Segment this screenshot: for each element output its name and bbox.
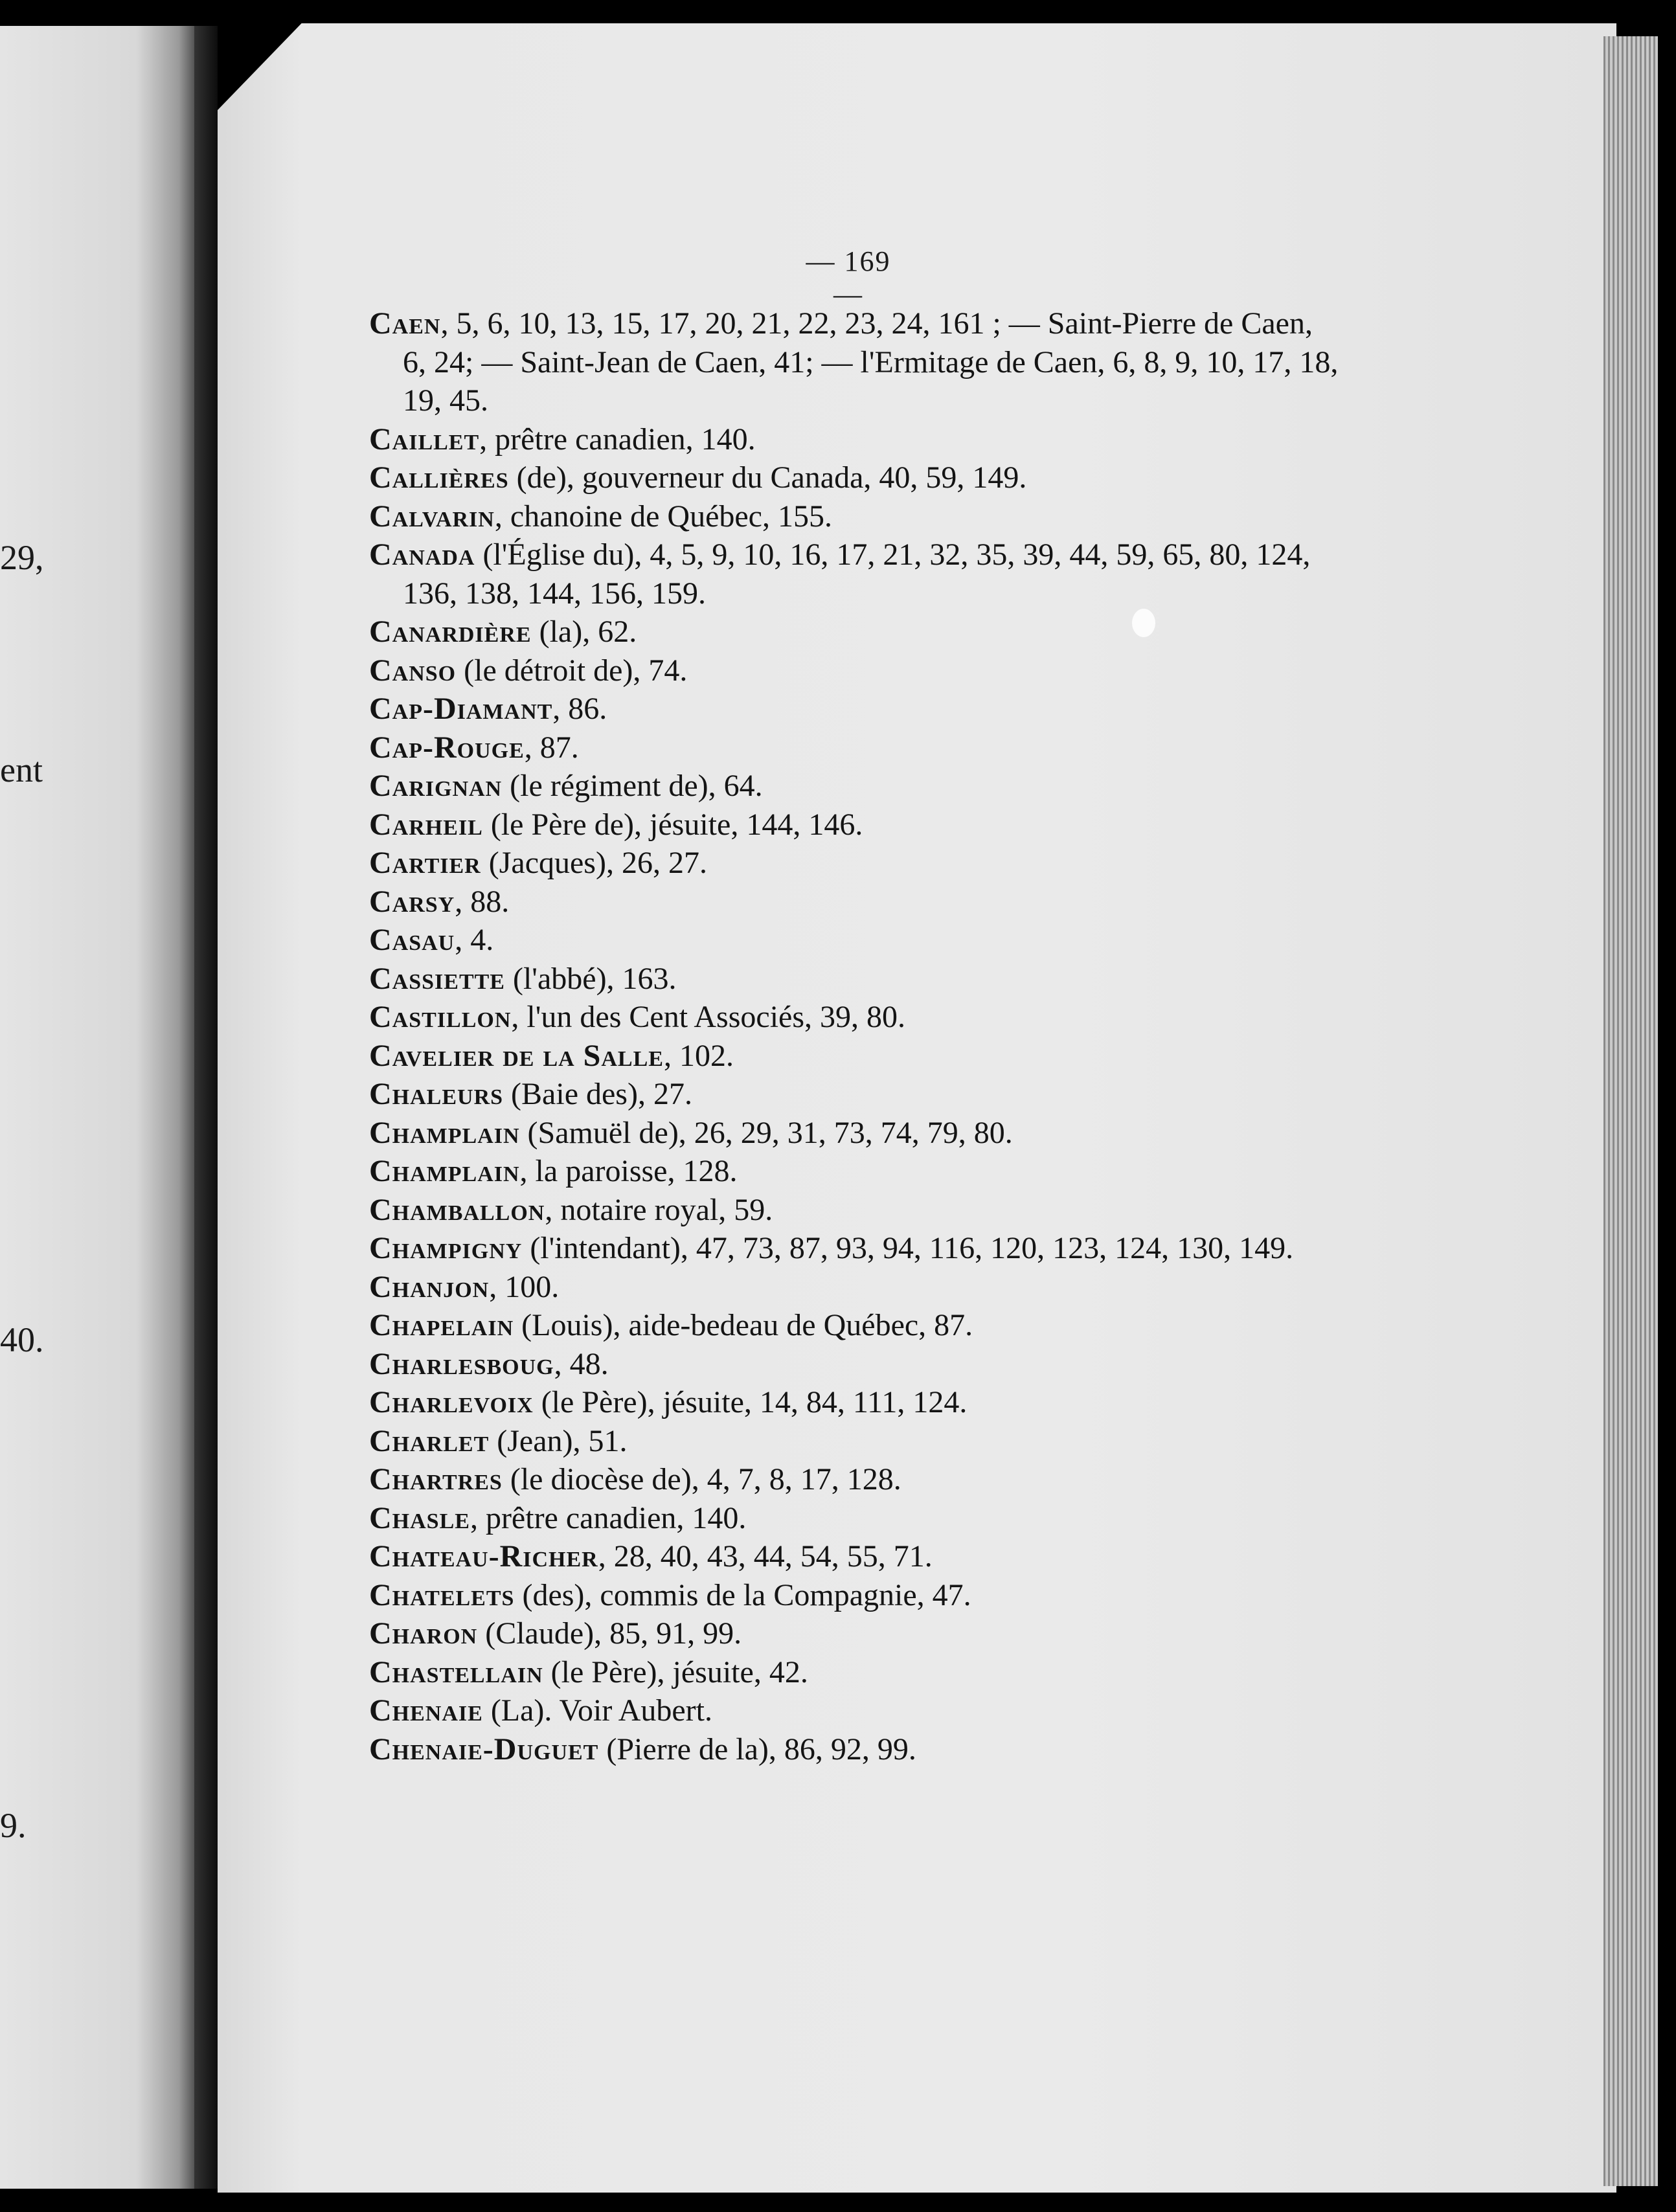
facing-page-text: 9. [0,1806,27,1845]
page-edges [1603,36,1658,2186]
index-entry [369,1037,1341,1076]
index-entry [369,1614,1341,1653]
index-entry-heading: Caen [369,306,441,341]
index-entry-heading: Canada [369,537,475,572]
index-entry [369,304,1341,420]
index-entry-references: (Claude), 85, 91, 99. [477,1616,742,1651]
facing-page-text: 29, [0,538,44,577]
index-list [369,304,1341,1768]
index-entry [369,1499,1341,1538]
index-entry-heading: Chamballon [369,1192,545,1227]
index-entry-references: , 28, 40, 43, 44, 54, 55, 71. [598,1539,933,1574]
index-entry-references: , prêtre canadien, 140. [470,1500,747,1535]
index-entry-heading: Charlevoix [369,1385,534,1419]
index-entry [369,1537,1341,1576]
index-entry-heading: Chatelets [369,1577,515,1612]
index-entry-references: , l'un des Cent Associés, 39, 80. [511,1000,906,1034]
index-entry-references: (Samuël de), 26, 29, 31, 73, 74, 79, 80. [519,1115,1013,1150]
index-entry-heading: Chartres [369,1462,503,1496]
index-entry [369,883,1341,921]
index-entry [369,1268,1341,1307]
index-entry-references: (Jacques), 26, 27. [481,846,707,880]
index-entry-heading: Caillet [369,422,480,457]
index-entry-heading: Chateau-Richer [369,1539,598,1574]
index-entry-heading: Champlain [369,1115,520,1150]
index-entry-heading: Charon [369,1616,478,1651]
index-entry-references: (l'Église du), 4, 5, 9, 10, 16, 17, 21, 32, 35, 39, 44, 59, 65, 80, 124, 136, 138, 144, 156, 159. [403,537,1311,611]
index-entry [369,536,1341,613]
index-entry-heading: Chasle [369,1500,470,1535]
index-entry-references: (l'abbé), 163. [504,961,677,996]
index-entry-references: (La). Voir Aubert. [482,1693,712,1728]
index-entry [369,1653,1341,1692]
book-gutter [194,26,218,2189]
index-entry-references: (Louis), aide-bedeau de Québec, 87. [514,1308,973,1342]
index-entry-references: , chanoine de Québec, 155. [494,499,832,534]
index-entry-heading: Chastellain [369,1654,543,1689]
index-entry-references: (l'intendant), 47, 73, 87, 93, 94, 116, 120, 123, 124, 130, 149. [522,1231,1294,1265]
index-entry-references: (le Père de), jésuite, 144, 146. [482,807,863,842]
index-entry-references: , la paroisse, 128. [519,1154,738,1188]
index-entry-references: (le Père), jésuite, 42. [543,1654,808,1689]
index-entry [369,1306,1341,1345]
index-entry [369,1460,1341,1499]
index-entry-heading: Carheil [369,807,483,842]
index-entry-references: (le détroit de), 74. [456,653,688,688]
index-entry [369,1691,1341,1730]
index-entry-references: , 88. [455,884,510,919]
index-entry-heading: Castillon [369,1000,512,1034]
index-entry-heading: Cap-Diamant [369,692,553,726]
index-entry [369,806,1341,844]
index-entry-references: , 86. [552,692,607,726]
index-entry-heading: Cavelier de la Salle [369,1038,664,1073]
index-entry-references: , 48. [554,1346,609,1381]
index-entry-heading: Callières [369,460,509,495]
index-entry-references: , 4. [455,923,494,957]
index-entry-references: , 100. [489,1269,560,1304]
index-entry [369,844,1341,883]
index-entry-references: , 102. [663,1038,734,1073]
index-entry-heading: Champigny [369,1231,523,1265]
index-entry [369,960,1341,999]
index-entry-heading: Cap-Rouge [369,730,525,765]
index-entry-references: (Pierre de la), 86, 92, 99. [598,1732,916,1766]
index-entry-heading: Chaleurs [369,1077,504,1111]
index-entry-references: , 5, 6, 10, 13, 15, 17, 20, 21, 22, 23, 24, 161 ; — Saint-Pierre de Caen, 6, 24; — Saint-Jean de Caen, 41; — l'Ermitage de Caen, 6, 8, 9, 10, 17, 18, 19, 45. [403,306,1339,418]
index-entry-references: (le diocèse de), 4, 7, 8, 17, 128. [502,1462,901,1496]
index-entry-heading: Chenaie-Duguet [369,1732,599,1766]
index-entry [369,690,1341,728]
index-entry-references: (le Père), jésuite, 14, 84, 111, 124. [533,1385,968,1419]
facing-page-text: ent [0,751,43,789]
index-entry [369,1576,1341,1615]
index-entry-references: , notaire royal, 59. [545,1192,773,1227]
index-entry [369,1730,1341,1769]
index-entry [369,1422,1341,1461]
index-entry [369,1345,1341,1384]
index-entry [369,420,1341,459]
index-entry-heading: Canardière [369,615,532,649]
index-entry-heading: Carsy [369,884,455,919]
index-entry [369,1075,1341,1114]
index-entry-heading: Calvarin [369,499,495,534]
index-entry-heading: Charlesboug [369,1346,554,1381]
index-entry [369,1152,1341,1191]
index-entry [369,767,1341,806]
index-entry-heading: Chenaie [369,1693,483,1728]
index-entry [369,921,1341,960]
index-entry-references: (Jean), 51. [489,1423,628,1458]
index-entry [369,1229,1341,1268]
index-entry [369,613,1341,651]
index-entry-references: , 87. [524,730,579,765]
index-entry [369,651,1341,690]
page-number: — 169 — [806,245,891,310]
index-entry-references: (la), 62. [531,615,637,649]
index-entry [369,728,1341,767]
index-entry-references: (le régiment de), 64. [502,769,763,803]
index-entry-heading: Cartier [369,846,481,880]
index-entry-heading: Charlet [369,1423,490,1458]
index-entry-references: (des), commis de la Compagnie, 47. [514,1577,971,1612]
index-entry-references: (Baie des), 27. [503,1077,692,1111]
index-entry-heading: Cassiette [369,961,505,996]
index-entry-references: , prêtre canadien, 140. [479,422,756,457]
index-entry-heading: Chapelain [369,1308,514,1342]
index-entry-heading: Carignan [369,769,503,803]
index-entry [369,1191,1341,1230]
index-entry [369,458,1341,497]
index-entry [369,1383,1341,1422]
facing-page-fragment [0,26,194,2189]
index-entry-heading: Champlain [369,1154,520,1188]
index-entry [369,497,1341,536]
index-entry-heading: Canso [369,653,457,688]
index-entry-heading: Casau [369,923,455,957]
index-entry-references: (de), gouverneur du Canada, 40, 59, 149. [508,460,1027,495]
index-entry-heading: Chanjon [369,1269,490,1304]
index-entry [369,998,1341,1037]
index-entry [369,1114,1341,1153]
paper-blemish [1132,609,1155,637]
facing-page-text: 40. [0,1320,44,1359]
